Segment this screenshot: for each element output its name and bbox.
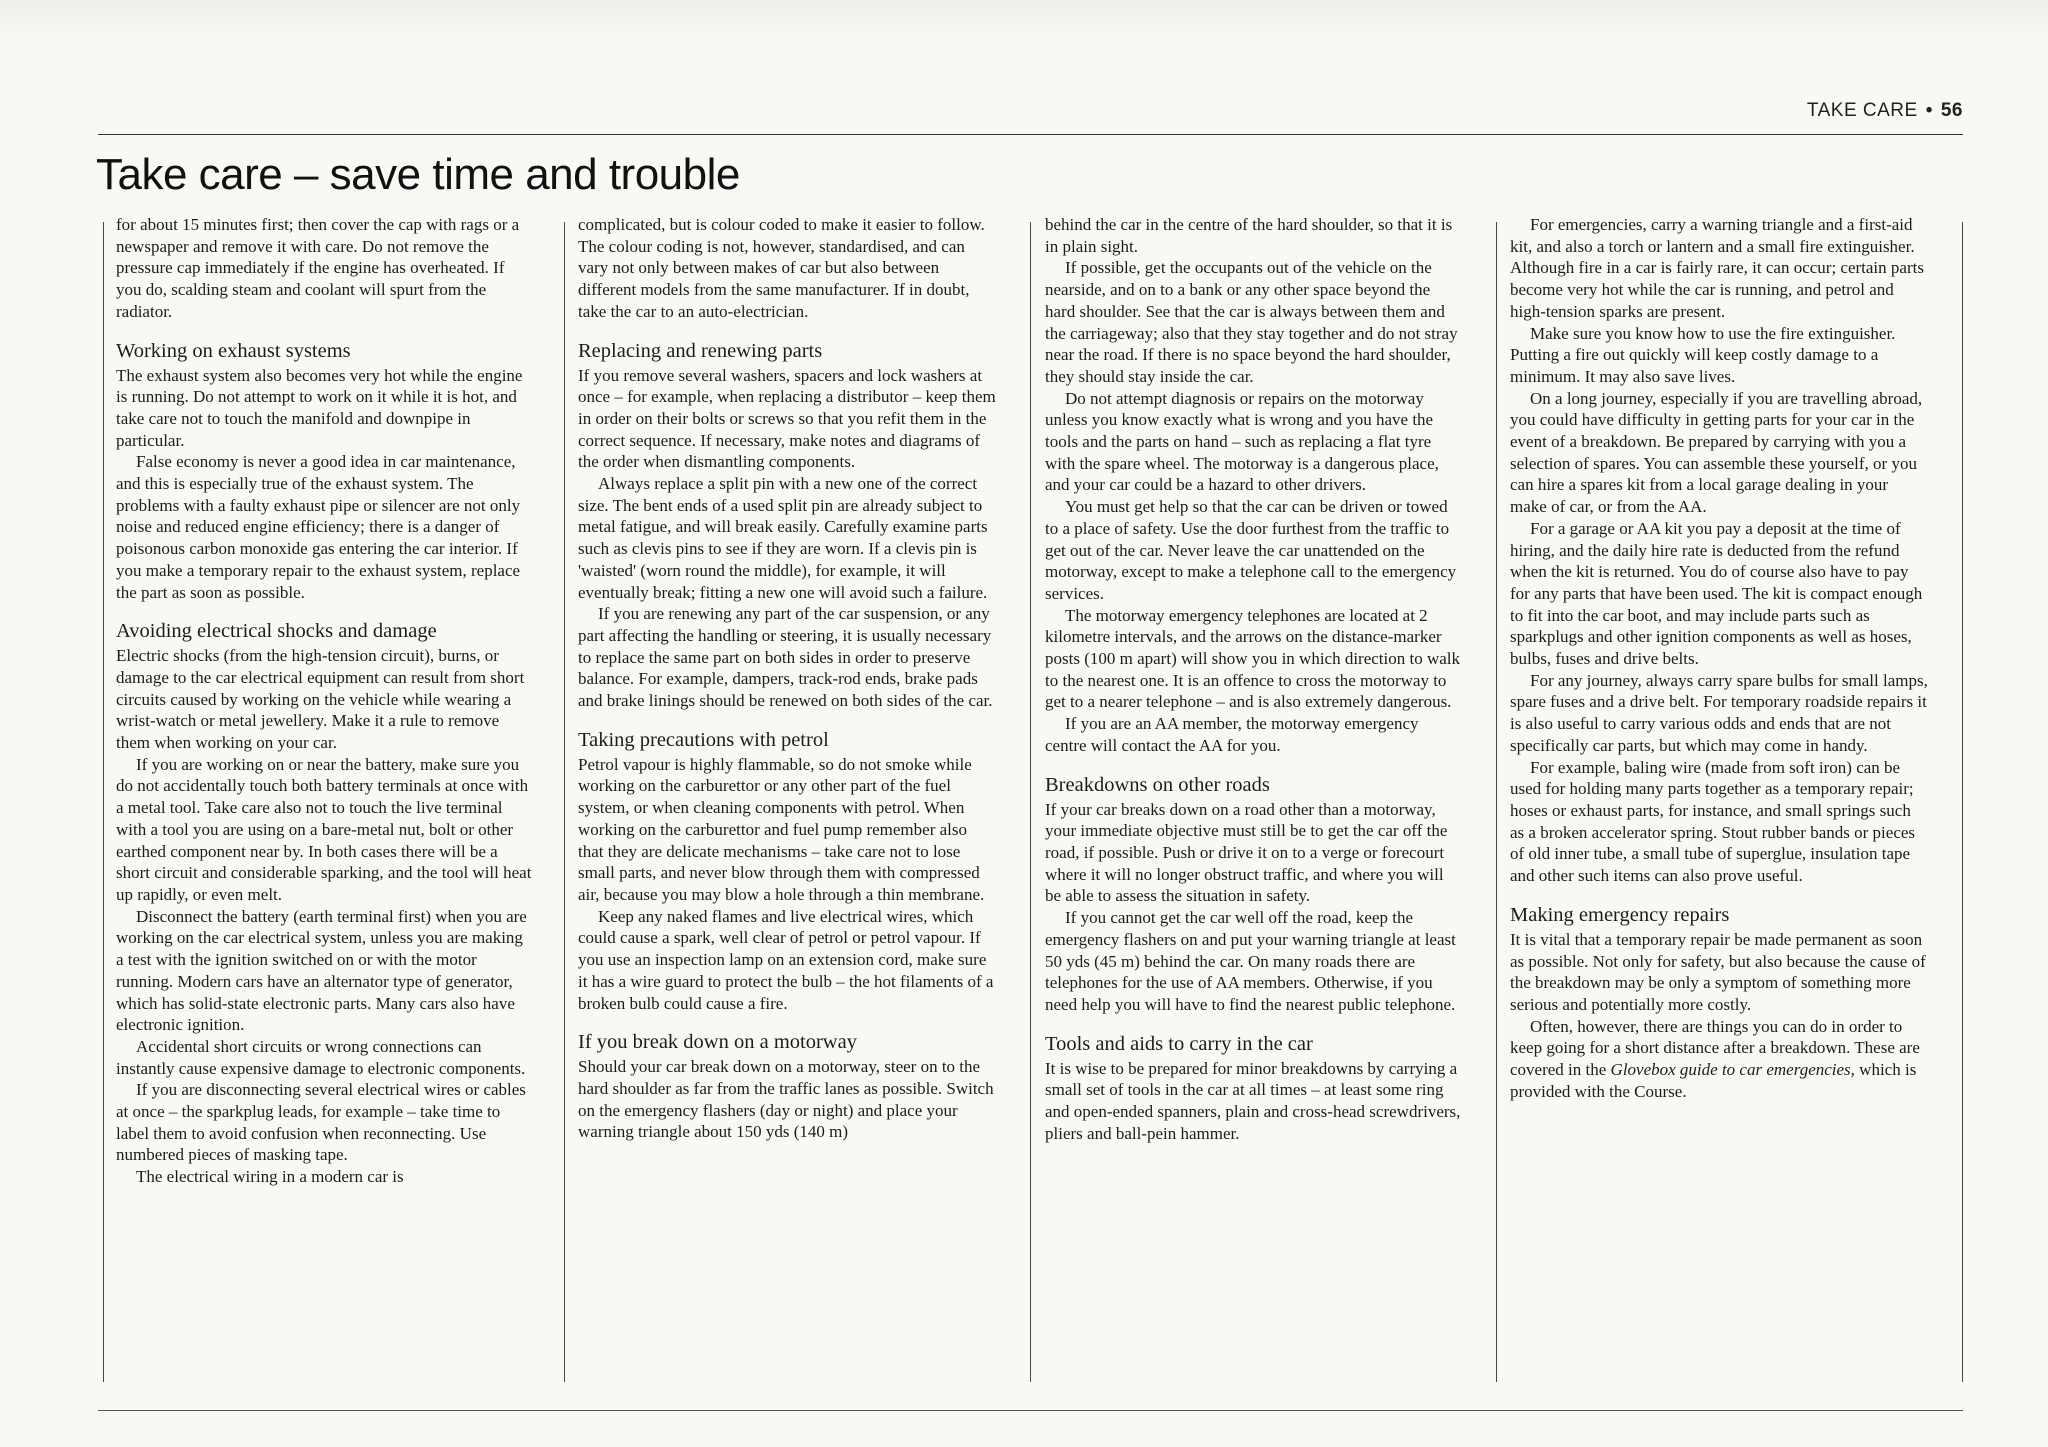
paragraph: If you are working on or near the battery, make sure you do not accidentally touch both battery terminals at once with a metal tool. Take care also not to touch the live terminal with a tool you are using on a bare-metal nut, bolt or other earthed component near by. In both cases there will be a short circuit and considerable sparking, and the tool will heat up rapidly, or even melt.: [116, 754, 532, 904]
paragraph: Keep any naked flames and live electrical wires, which could cause a spark, well clear of petrol or petrol vapour. If you use an inspection lamp on an extension cord, make sure it has a wire guard to protect the bulb – the hot filaments of a broken bulb could cause a fire.: [578, 906, 994, 1013]
paragraph: If you are an AA member, the motorway emergency centre will contact the AA for you.: [1045, 714, 1419, 755]
text-column-4: [1510, 214, 1928, 1392]
paragraph: It is vital that a temporary repair be made permanent as soon as possible. Not only for safety, but also because the cause of the breakdown may be only a symptom of something more serious and potentially more costly.: [1510, 929, 1926, 1014]
paragraph: For emergencies, carry a warning triangle and a first-aid kit, and also a torch or lantern and a small fire extinguisher. Although fire in a car is fairly rare, it can occur; certain parts become very hot while the car is running, and petrol and high-tension sparks are present.: [1510, 215, 1924, 321]
column-divider-left: [103, 222, 104, 1382]
paragraph: Petrol vapour is highly flammable, so do not smoke while working on the carburettor or any other part of the fuel system, or when cleaning components with petrol. When working on the carburettor and fuel pump remember also that they are delicate mechanisms – take care not to lose small parts, and never blow through them with compressed air, because you may blow a hole through a thin membrane.: [578, 754, 985, 904]
separator-dot: •: [1925, 100, 1933, 121]
paragraph: The motorway emergency telephones are located at 2 kilometre intervals, and the arrows on the distance-marker posts (100 m apart) will show you in which direction to walk to the nearest one. It is an offence to cross the motorway to get to a nearer telephone – and is also extremely dangerous.: [1045, 605, 1461, 712]
paragraph: for about 15 minutes first; then cover the cap with rags or a newspaper and remove it with care. Do not remove the pressure cap immediately if the engine has overheated. If you do, scalding steam and coolant will spurt from the radiator.: [116, 215, 520, 321]
text-run: Often, however, there are things you can do in order to keep going for a short distance after a breakdown. These are covered in the: [1510, 1016, 1920, 1080]
paragraph: Do not attempt diagnosis or repairs on the motorway unless you know exactly what is wrong and you have the tools and the parts on hand – such as replacing a flat tyre with the spare wheel. The motorway is a dangerous place, and your car could be a hazard to other drivers.: [1045, 388, 1439, 495]
paragraph: behind the car in the centre of the hard shoulder, so that it is in plain sight.: [1045, 215, 1453, 256]
paragraph: Disconnect the battery (earth terminal first) when you are working on the car electrical system, unless you are making a test with the ignition switched on or with the motor running. Modern cars have an alternator type of generator, which has solid-state electronic parts. Many cars also have electronic ignition.: [116, 906, 527, 1035]
running-title: TAKE CARE: [1806, 100, 1918, 121]
paragraph: Should your car break down on a motorway, steer on to the hard shoulder as far from the traffic lanes as possible. Switch on the emergency flashers (day or night) and place your warning triangle about 150 yds (140 m): [578, 1057, 994, 1142]
paragraph: If possible, get the occupants out of the vehicle on the nearside, and on to a bank or any other space beyond the hard shoulder. See that the car is always between them and the carriageway; also that they stay together and do not stray near the road. If there is no space beyond the hard shoulder, they should stay inside the car.: [1045, 258, 1458, 386]
page-number: 56: [1940, 100, 1963, 121]
column-divider-2: [1030, 222, 1031, 1382]
paragraph: False economy is never a good idea in car maintenance, and this is especially true of the exhaust system. The problems with a faulty exhaust pipe or silencer are not only noise and reduced engine efficiency; there is a danger of poisonous carbon monoxide gas entering the car interior. If you make a temporary repair to the exhaust system, replace the part as soon as possible.: [116, 452, 521, 602]
text-run: which is provided with the Course.: [1510, 1060, 1917, 1101]
paragraph: It is wise to be prepared for minor breakdowns by carrying a small set of tools in the car at all times – at least some ring and open-ended spanners, plain and cross-head screwdrivers, pliers and ball-pein hammer.: [1045, 1058, 1461, 1143]
section-heading-other-roads: Breakdowns on other roads: [1045, 773, 1270, 796]
paragraph: If you are disconnecting several electrical wires or cables at once – the sparkplug leads, for example – take time to label them to avoid confusion when reconnecting. Use numbered pieces of masking tape.: [116, 1080, 526, 1165]
paragraph: If your car breaks down on a road other than a motorway, your immediate objective must still be to get the car off the road, if possible. Push or drive it on to a verge or forecourt where it will no longer obstruct traffic, and where you will be able to assess the situation in safety.: [1045, 799, 1448, 906]
paragraph: For example, baling wire (made from soft iron) can be used for holding many parts together as a temporary repair; hoses or exhaust parts, for instance, and small springs such as a broken accelerator spring. Stout rubber bands or pieces of old inner tube, a small tube of superglue, insulation tape and other such items can also prove useful.: [1510, 757, 1916, 886]
section-heading-exhaust: Working on exhaust systems: [116, 339, 351, 362]
page-top-shading: [0, 0, 2048, 42]
section-heading-motorway: If you break down on a motorway: [578, 1031, 857, 1054]
paragraph: The exhaust system also becomes very hot while the engine is running. Do not attempt to work on it while it is hot, and take care not to touch the manifold and downpipe in particular.: [116, 365, 523, 450]
paragraph: On a long journey, especially if you are travelling abroad, you could have difficulty in getting parts for your car in the event of a breakdown. Be prepared by carrying with you a selection of spares. You can assemble these yourself, or you can hire a spares kit from a local garage dealing in your make of car, or from the AA.: [1510, 388, 1923, 517]
paragraph: If you remove several washers, spacers and lock washers at once – for example, when replacing a distributor – keep them in order on their bolts or screws so that you refit them in the correct sequence. If necessary, make notes and diagrams of the order when dismantling components.: [578, 365, 996, 472]
paragraph: Always replace a split pin with a new one of the correct size. The bent ends of a used split pin are already subject to metal fatigue, and will break easily. Carefully examine parts such as clevis pins to see if they are worn. If a clevis pin is 'waisted' (worn round the middle), for example, it will eventually break; fitting a new one will avoid such a failure.: [578, 474, 988, 602]
section-heading-petrol: Taking precautions with petrol: [578, 728, 829, 751]
paragraph: If you are renewing any part of the car suspension, or any part affecting the handling or steering, it is usually necessary to replace the same part on both sides in order to preserve balance. For example, dampers, track-rod ends, brake pads and brake linings should be renewed on both sides of the car.: [578, 604, 993, 711]
paragraph: You must get help so that the car can be driven or towed to a place of safety. Use the door furthest from the traffic to get out of the car. Never leave the car unattended on the motorway, except to make a telephone call to the emergency services.: [1045, 497, 1457, 603]
section-heading-emergency: Making emergency repairs: [1510, 903, 1730, 926]
running-head: [1807, 100, 1963, 122]
text-column-3: [1045, 214, 1463, 1392]
page-title: Take care – save time and trouble: [96, 150, 740, 199]
paragraph: The electrical wiring in a modern car is: [136, 1167, 404, 1187]
section-heading-replacing: Replacing and renewing parts: [578, 339, 823, 362]
paragraph: If you cannot get the car well off the road, keep the emergency flashers on and put your warning triangle at least 50 yds (45 m) behind the car. On many roads there are telephones for the use of AA members. Otherwise, if you need help you will have to find the nearest public telephone.: [1045, 908, 1456, 1014]
header-rule: [98, 134, 1963, 135]
footer-rule: [98, 1410, 1963, 1411]
paragraph: For any journey, always carry spare bulbs for small lamps, spare fuses and a drive belt. For temporary roadside repairs it is also useful to carry various odds and ends that are not specifically car parts, but which may come in handy.: [1510, 670, 1928, 755]
paragraph: For a garage or AA kit you pay a deposit at the time of hiring, and the daily hire rate is deducted from the refund when the kit is returned. You do of course also have to pay for any parts that have been used. The kit is compact enough to fit into the car boot, and may include parts such as sparkplugs and other ignition components as well as hoses, bulbs, fuses and drive belts.: [1510, 518, 1923, 669]
book-title-italic: Glovebox guide to car emergencies,: [1610, 1060, 1855, 1080]
paragraph: Make sure you know how to use the fire extinguisher. Putting a fire out quickly will keep costly damage to a minimum. It may also save lives.: [1510, 323, 1896, 386]
text-column-1: [116, 214, 534, 1392]
column-divider-right: [1962, 222, 1963, 1382]
column-divider-3: [1496, 222, 1497, 1382]
paragraph: complicated, but is colour coded to make it easier to follow. The colour coding is not, however, standardised, and can vary not only between makes of car but also between different models from the same manufacturer. If in doubt, take the car to an auto-electrician.: [578, 215, 985, 321]
section-heading-tools: Tools and aids to carry in the car: [1045, 1032, 1313, 1055]
column-divider-1: [564, 222, 565, 1382]
text-column-2: [578, 214, 996, 1392]
paragraph: [1510, 1016, 1928, 1103]
paragraph: Accidental short circuits or wrong connections can instantly cause expensive damage to electronic components.: [116, 1036, 526, 1078]
paragraph: Electric shocks (from the high-tension circuit), burns, or damage to the car electrical equipment can result from short circuits caused by working on the vehicle while wearing a wrist-watch or metal jewellery. Make it a rule to remove them when working on your car.: [116, 646, 525, 753]
section-heading-electrical: Avoiding electrical shocks and damage: [116, 620, 437, 643]
